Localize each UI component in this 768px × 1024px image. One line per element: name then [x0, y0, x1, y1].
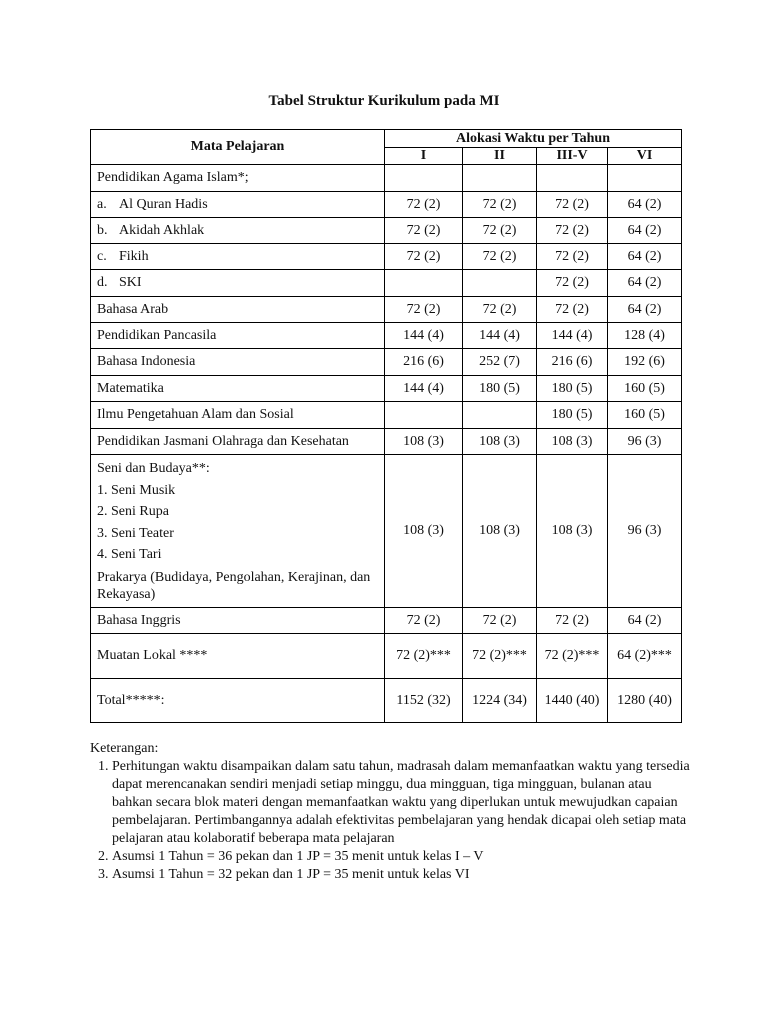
subject-cell: Bahasa Arab: [91, 297, 385, 323]
value-cell: 64 (2): [608, 192, 682, 218]
value-cell: 64 (2): [608, 244, 682, 270]
value-cell: 72 (2): [537, 270, 608, 297]
allocation-header: Alokasi Waktu per Tahun: [385, 130, 682, 148]
notes-section: [90, 740, 690, 884]
item-prefix: c.: [97, 248, 107, 264]
value-cell: 72 (2)***: [385, 634, 463, 679]
subject-cell: Muatan Lokal ****: [91, 634, 385, 679]
value-cell: 1152 (32): [385, 679, 463, 723]
subject-cell: Ilmu Pengetahuan Alam dan Sosial: [91, 402, 385, 429]
value-cell: 64 (2): [608, 297, 682, 323]
value-cell: 72 (2)***: [537, 634, 608, 679]
subject-column-header: Mata Pelajaran: [91, 130, 385, 165]
value-cell: 192 (6): [608, 349, 682, 376]
note-item: 3. Asumsi 1 Tahun = 32 pekan dan 1 JP = 35 menit untuk kelas VI: [112, 866, 690, 884]
table-row: [91, 679, 682, 723]
table-row: [91, 429, 682, 455]
table-row: [91, 165, 682, 192]
subject-cell: Total*****:: [91, 679, 385, 723]
seni-line: 4. Seni Tari: [97, 547, 162, 562]
value-cell: [608, 165, 682, 192]
subject-cell: Bahasa Indonesia: [91, 349, 385, 376]
value-cell: 96 (3): [608, 429, 682, 455]
value-cell: [385, 270, 463, 297]
value-cell: 72 (2): [463, 192, 537, 218]
table-row: [91, 634, 682, 679]
grade-header: VI: [608, 148, 682, 165]
value-cell: 96 (3): [608, 455, 682, 608]
subject-cell: Matematika: [91, 376, 385, 402]
value-cell: 64 (2): [608, 270, 682, 297]
item-prefix: d.: [97, 275, 108, 290]
value-cell: 108 (3): [537, 455, 608, 608]
value-cell: 72 (2): [385, 192, 463, 218]
grade-header: III-V: [537, 148, 608, 165]
value-cell: 108 (3): [385, 429, 463, 455]
value-cell: 108 (3): [385, 455, 463, 608]
grade-header: I: [385, 148, 463, 165]
table-row: [91, 455, 682, 608]
value-cell: 180 (5): [537, 402, 608, 429]
value-cell: 72 (2): [463, 297, 537, 323]
seni-line: Prakarya (Budidaya, Pengolahan, Kerajinan, dan Rekayasa): [97, 569, 371, 602]
value-cell: 72 (2): [537, 297, 608, 323]
subject-cell: Bahasa Inggris: [91, 608, 385, 634]
value-cell: 180 (5): [463, 376, 537, 402]
value-cell: [463, 270, 537, 297]
value-cell: 72 (2): [463, 608, 537, 634]
curriculum-table: [90, 129, 682, 723]
subject-label: Fikih: [119, 248, 149, 264]
value-cell: 252 (7): [463, 349, 537, 376]
notes-list: [90, 758, 690, 884]
table-row: [91, 244, 682, 270]
subject-cell: [91, 270, 385, 297]
grade-header: II: [463, 148, 537, 165]
value-cell: 72 (2): [385, 218, 463, 244]
value-cell: [463, 165, 537, 192]
value-cell: 1280 (40): [608, 679, 682, 723]
value-cell: [385, 402, 463, 429]
table-row: [91, 218, 682, 244]
subject-cell: Pendidikan Pancasila: [91, 323, 385, 349]
value-cell: 108 (3): [463, 455, 537, 608]
note-item: 1. Perhitungan waktu disampaikan dalam satu tahun, madrasah dalam memanfaatkan waktu yang tersedia dapat merencanakan sendiri menjadi setiap minggu, dua mingguan, tiga mingguan, bulanan atau bahkan secara blok materi dengan memanfaatkan waktu yang diperlukan untuk mewujudkan capaian pembelajaran. Pertimbangannya adalah efektivitas pembelajaran yang hendak dicapai oleh setiap mata pelajaran atau kolaboratif beberapa mata pelajaran: [112, 758, 690, 848]
subject-cell: Pendidikan Agama Islam*;: [91, 165, 385, 192]
subject-cell: [91, 192, 385, 218]
table-row: [91, 323, 682, 349]
value-cell: 72 (2): [385, 244, 463, 270]
value-cell: [537, 165, 608, 192]
value-cell: 64 (2): [608, 608, 682, 634]
table-row: [91, 270, 682, 297]
value-cell: 144 (4): [385, 323, 463, 349]
value-cell: 216 (6): [385, 349, 463, 376]
value-cell: 1224 (34): [463, 679, 537, 723]
value-cell: 144 (4): [537, 323, 608, 349]
subject-cell: [91, 455, 385, 608]
value-cell: 72 (2): [537, 192, 608, 218]
seni-line: Seni dan Budaya**:: [97, 461, 210, 476]
value-cell: 160 (5): [608, 376, 682, 402]
subject-cell: [91, 244, 385, 270]
subject-label: SKI: [119, 275, 142, 290]
seni-line: 1. Seni Musik: [97, 482, 176, 498]
value-cell: 64 (2)***: [608, 634, 682, 679]
notes-heading: Keterangan:: [90, 741, 159, 756]
seni-line: 3. Seni Teater: [97, 525, 174, 541]
table-row: [91, 192, 682, 218]
value-cell: 72 (2): [385, 297, 463, 323]
value-cell: 64 (2): [608, 218, 682, 244]
table-row: [91, 297, 682, 323]
table-row: [91, 349, 682, 376]
value-cell: 72 (2): [463, 218, 537, 244]
value-cell: 180 (5): [537, 376, 608, 402]
value-cell: 108 (3): [463, 429, 537, 455]
value-cell: 108 (3): [537, 429, 608, 455]
value-cell: 160 (5): [608, 402, 682, 429]
seni-line: 2. Seni Rupa: [97, 504, 169, 519]
subject-cell: [91, 218, 385, 244]
value-cell: 72 (2)***: [463, 634, 537, 679]
subject-label: Akidah Akhlak: [119, 222, 205, 238]
value-cell: 128 (4): [608, 323, 682, 349]
value-cell: [385, 165, 463, 192]
value-cell: 216 (6): [537, 349, 608, 376]
table-row: [91, 376, 682, 402]
value-cell: 72 (2): [463, 244, 537, 270]
subject-cell: Pendidikan Jasmani Olahraga dan Kesehatan: [91, 429, 385, 455]
value-cell: 72 (2): [537, 244, 608, 270]
value-cell: 1440 (40): [537, 679, 608, 723]
note-item: 2. Asumsi 1 Tahun = 36 pekan dan 1 JP = 35 menit untuk kelas I – V: [112, 848, 690, 866]
table-row: [91, 608, 682, 634]
value-cell: [463, 402, 537, 429]
value-cell: 72 (2): [537, 608, 608, 634]
value-cell: 72 (2): [537, 218, 608, 244]
item-prefix: b.: [97, 222, 108, 238]
subject-label: Al Quran Hadis: [119, 196, 208, 212]
page-title: Tabel Struktur Kurikulum pada MI: [268, 93, 500, 109]
value-cell: 144 (4): [463, 323, 537, 349]
table-row: [91, 402, 682, 429]
item-prefix: a.: [97, 196, 107, 212]
value-cell: 72 (2): [385, 608, 463, 634]
value-cell: 144 (4): [385, 376, 463, 402]
